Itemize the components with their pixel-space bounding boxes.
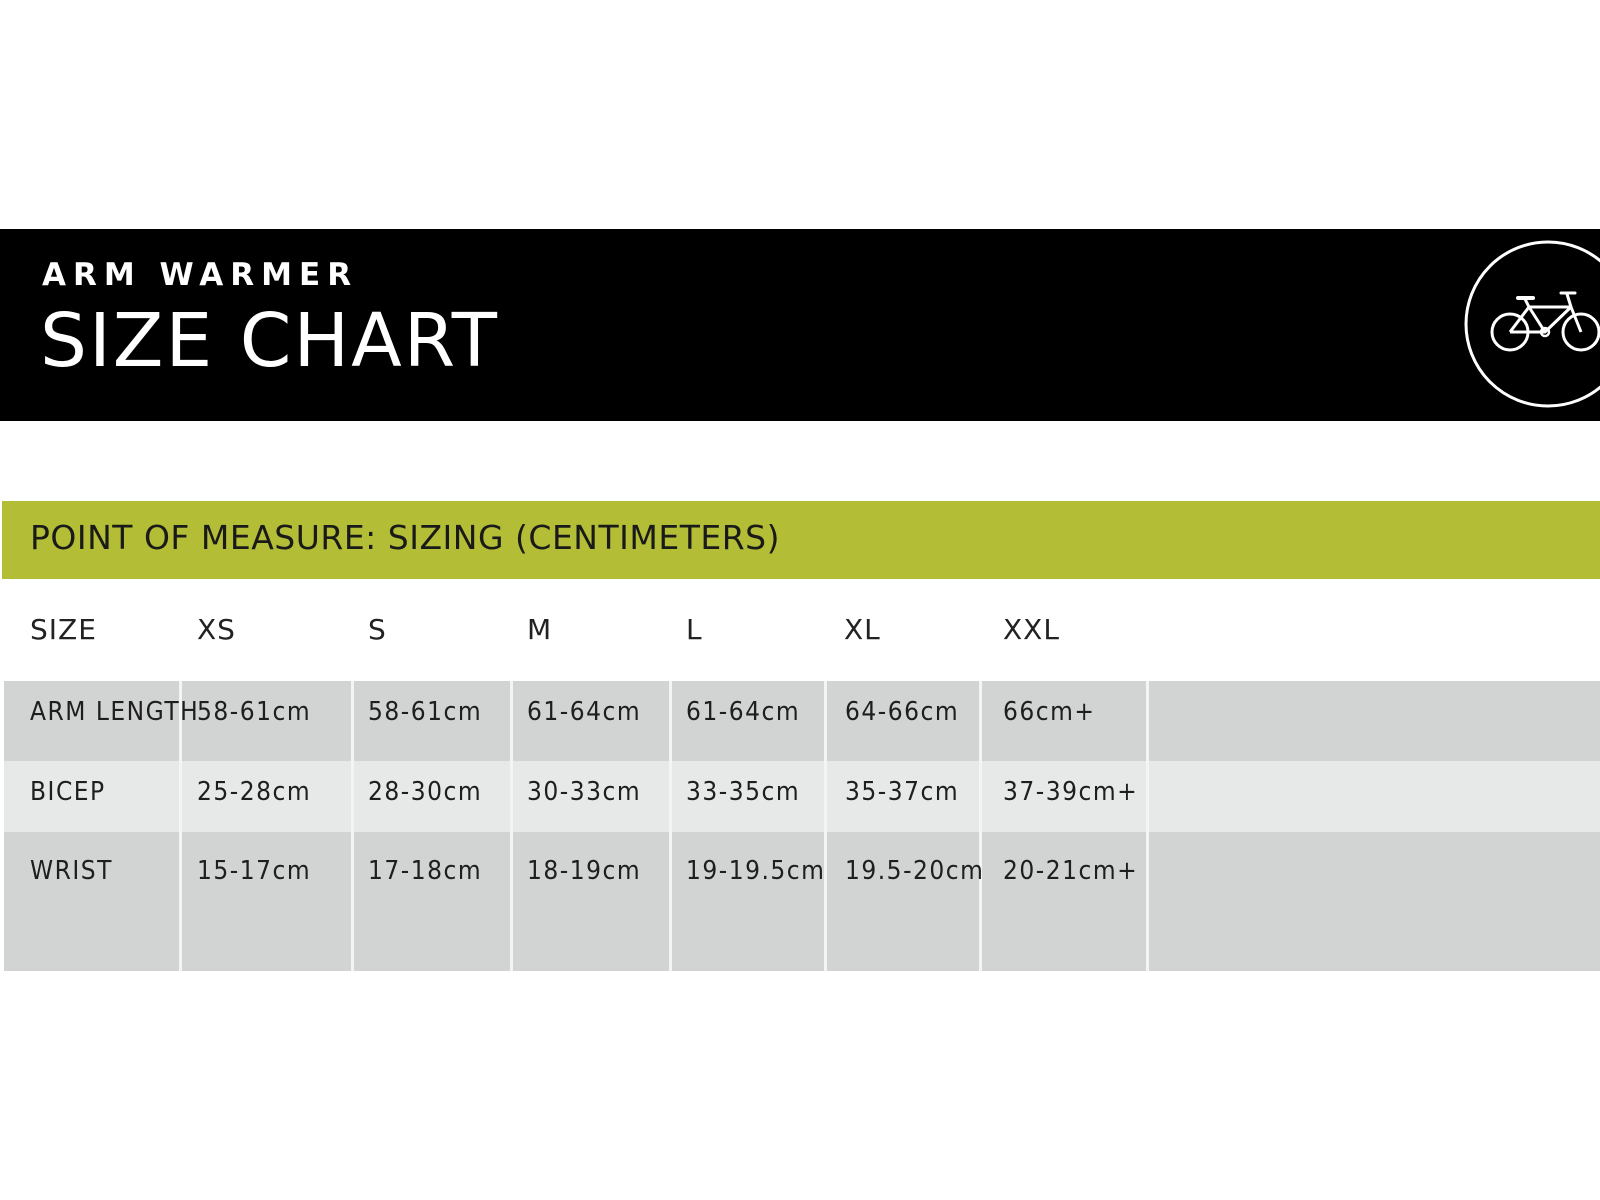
size-header-row: [0, 598, 1600, 668]
bicycle-icon: [1463, 239, 1600, 409]
table-cell: 20-21cm+: [1003, 856, 1139, 886]
point-of-measure-bar: [2, 501, 1600, 579]
table-row: [4, 761, 1600, 832]
row-label-wrist: WRIST: [30, 856, 113, 886]
size-xl: XL: [844, 613, 881, 646]
table-cell: 17-18cm: [368, 856, 483, 886]
table-cell: 18-19cm: [527, 856, 642, 886]
table-cell: 64-66cm: [845, 697, 960, 727]
table-cell: 66cm+: [1003, 697, 1096, 727]
size-s: S: [368, 613, 387, 646]
table-cell: 19-19.5cm: [686, 856, 826, 886]
table-cell: 37-39cm+: [1003, 777, 1139, 807]
table-cell: 25-28cm: [197, 777, 312, 807]
chart-title: SIZE CHART: [40, 298, 499, 384]
table-cell: 61-64cm: [686, 697, 801, 727]
table-row: [4, 681, 1600, 761]
table-cell: 58-61cm: [197, 697, 312, 727]
size-m: M: [527, 613, 553, 646]
table-cell: 61-64cm: [527, 697, 642, 727]
size-table: [4, 681, 1600, 971]
size-header-label: SIZE: [30, 613, 97, 646]
size-xs: XS: [197, 613, 236, 646]
size-xxl: XXL: [1003, 613, 1060, 646]
row-label-bicep: BICEP: [30, 777, 106, 807]
chart-subtitle: ARM WARMER: [42, 257, 359, 293]
table-cell: 33-35cm: [686, 777, 801, 807]
table-cell: 35-37cm: [845, 777, 960, 807]
table-cell: 15-17cm: [197, 856, 312, 886]
table-cell: 28-30cm: [368, 777, 483, 807]
header-banner: [0, 229, 1600, 421]
table-row: [4, 832, 1600, 971]
row-label-arm-length: ARM LENGTH: [30, 697, 200, 727]
table-cell: 58-61cm: [368, 697, 483, 727]
point-of-measure-label: POINT OF MEASURE: SIZING (CENTIMETERS): [30, 518, 780, 557]
size-l: L: [686, 613, 703, 646]
table-cell: 19.5-20cm: [845, 856, 985, 886]
table-cell: 30-33cm: [527, 777, 642, 807]
